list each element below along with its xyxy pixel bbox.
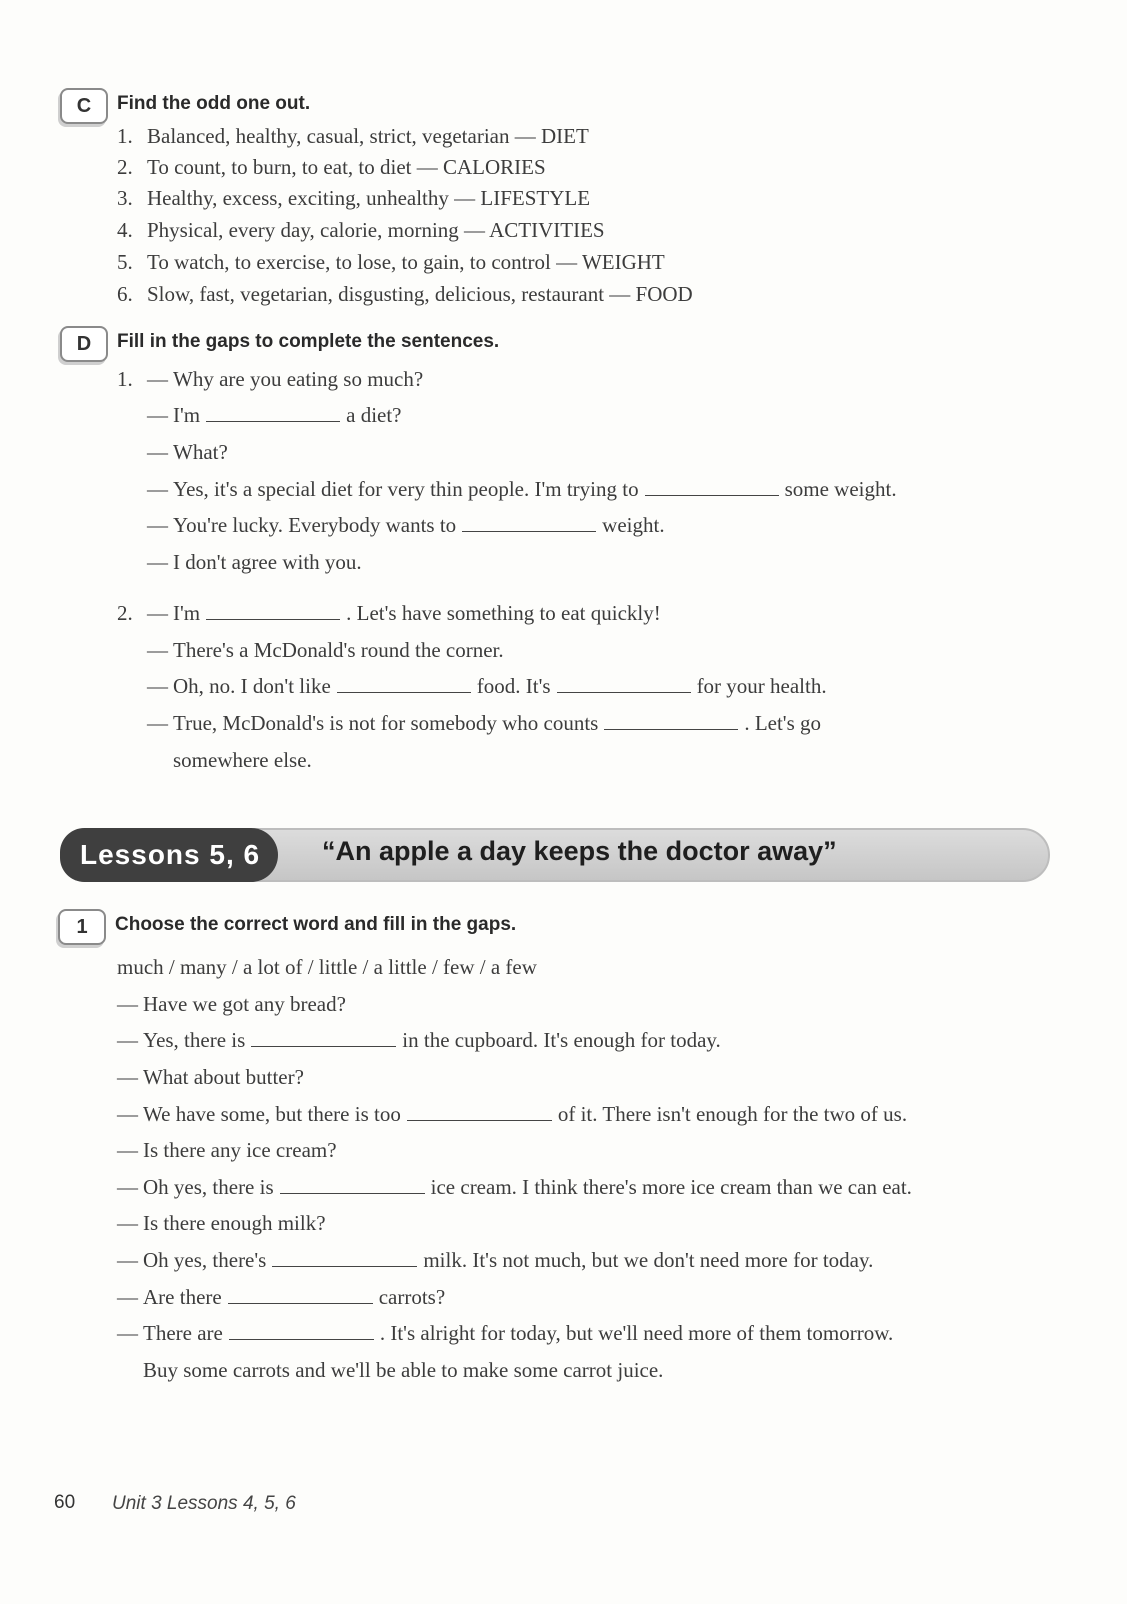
item-text: Balanced, healthy, casual, strict, vegetarian — DIET <box>147 124 589 148</box>
line-text: Is there enough milk? <box>143 1211 326 1235</box>
lesson-label: Lessons 5, 6 <box>60 828 278 882</box>
dialogue-line <box>147 674 827 699</box>
line-text: Yes, it's a special diet for very thin people. I'm trying to <box>173 477 639 501</box>
line-text: What? <box>173 440 228 464</box>
dash: — <box>147 550 168 574</box>
item-text: To count, to burn, to eat, to diet — CALORIES <box>147 155 546 179</box>
dialogue-line <box>117 367 423 392</box>
list-item <box>117 282 693 307</box>
answer-gap[interactable] <box>272 1248 417 1267</box>
dash: — <box>147 674 168 698</box>
dash: — <box>117 1138 138 1162</box>
line-text: . Let's go <box>744 711 822 735</box>
line-text: Yes, there is <box>143 1028 246 1052</box>
line-text: Have we got any bread? <box>143 992 346 1016</box>
dialogue-line <box>147 477 897 502</box>
line-text: There's a McDonald's round the corner. <box>173 638 504 662</box>
line-text: Oh yes, there is <box>143 1175 274 1199</box>
dialogue-line <box>117 1028 721 1053</box>
line-text: ice cream. I think there's more ice cream than we can eat. <box>430 1175 912 1199</box>
dash: — <box>147 711 168 735</box>
list-item <box>117 155 546 180</box>
answer-gap[interactable] <box>557 674 691 693</box>
section-d-instruction: Fill in the gaps to complete the sentences. <box>117 331 500 352</box>
section-d-badge: D <box>60 326 108 362</box>
dialogue-line <box>147 638 504 663</box>
page-number: 60 <box>54 1492 76 1513</box>
line-text: Is there any ice cream? <box>143 1138 337 1162</box>
dash: — <box>117 1102 138 1126</box>
list-item <box>117 218 605 243</box>
answer-gap[interactable] <box>280 1175 425 1194</box>
dash: — <box>147 440 168 464</box>
item-number: 2. <box>117 601 133 625</box>
line-text: for your health. <box>696 674 827 698</box>
list-item <box>117 250 665 275</box>
answer-gap[interactable] <box>407 1102 552 1121</box>
dialogue-line <box>147 513 665 538</box>
dash: — <box>117 1065 138 1089</box>
dash: — <box>117 1248 138 1272</box>
line-text: What about butter? <box>143 1065 304 1089</box>
line-text: We have some, but there is too <box>143 1102 401 1126</box>
line-text: weight. <box>602 513 665 537</box>
answer-gap[interactable] <box>251 1028 396 1047</box>
section-c-instruction: Find the odd one out. <box>117 93 311 114</box>
dash: — <box>117 1028 138 1052</box>
list-item <box>117 186 590 211</box>
dash: — <box>147 367 168 391</box>
answer-gap[interactable] <box>604 711 738 730</box>
line-text: Oh yes, there's <box>143 1248 267 1272</box>
answer-gap[interactable] <box>206 601 340 620</box>
line-text: I'm <box>173 601 201 625</box>
line-text: Are there <box>143 1285 222 1309</box>
dialogue-line <box>147 403 402 428</box>
lesson-title: “An apple a day keeps the doctor away” <box>322 836 837 866</box>
item-text: Healthy, excess, exciting, unhealthy — LIFESTYLE <box>147 186 591 210</box>
answer-gap[interactable] <box>337 674 471 693</box>
item-number: 4. <box>117 218 133 242</box>
dialogue-line <box>173 748 312 773</box>
line-text: You're lucky. Everybody wants to <box>173 513 457 537</box>
line-text: milk. It's not much, but we don't need more for today. <box>423 1248 874 1272</box>
item-number: 2. <box>117 155 133 179</box>
dash: — <box>147 477 168 501</box>
dialogue-line <box>143 1358 663 1383</box>
dash: — <box>147 403 168 427</box>
line-text: in the cupboard. It's enough for today. <box>402 1028 721 1052</box>
dialogue-line <box>147 440 228 465</box>
dash: — <box>117 1321 138 1345</box>
dash: — <box>117 1175 138 1199</box>
footer-unit-label: Unit 3 Lessons 4, 5, 6 <box>112 1493 296 1514</box>
item-number: 3. <box>117 186 133 210</box>
exercise-1-badge: 1 <box>58 909 106 945</box>
line-text: True, McDonald's is not for somebody who counts <box>173 711 599 735</box>
line-text: of it. There isn't enough for the two of us. <box>557 1102 908 1126</box>
line-text: Oh, no. I don't like <box>173 674 331 698</box>
item-text: Physical, every day, calorie, morning — ACTIVITIES <box>147 218 605 242</box>
word-bank: much / many / a lot of / little / a little / few / a few <box>117 955 537 979</box>
dash: — <box>117 1211 138 1235</box>
dialogue-line <box>117 1211 326 1236</box>
item-text: Slow, fast, vegetarian, disgusting, delicious, restaurant — FOOD <box>147 282 693 306</box>
dialogue-line <box>147 550 362 575</box>
dash: — <box>147 638 168 662</box>
dash: — <box>117 992 138 1016</box>
dialogue-line <box>117 1285 445 1310</box>
answer-gap[interactable] <box>645 477 779 496</box>
line-text: I don't agree with you. <box>173 550 362 574</box>
line-text: a diet? <box>346 403 402 427</box>
line-text: food. It's <box>476 674 551 698</box>
item-number: 5. <box>117 250 133 274</box>
line-text: Why are you eating so much? <box>173 367 424 391</box>
line-text: some weight. <box>784 477 897 501</box>
line-text: . It's alright for today, but we'll need more of them tomorrow. <box>379 1321 894 1345</box>
item-text: To watch, to exercise, to lose, to gain, to control — WEIGHT <box>147 250 665 274</box>
item-number: 6. <box>117 282 133 306</box>
dialogue-line <box>117 1175 912 1200</box>
line-text: There are <box>143 1321 223 1345</box>
answer-gap[interactable] <box>206 403 340 422</box>
dash: — <box>147 601 168 625</box>
line-text: carrots? <box>378 1285 446 1309</box>
answer-gap[interactable] <box>462 513 596 532</box>
dialogue-line <box>117 1065 304 1090</box>
item-number: 1. <box>117 367 133 391</box>
section-c-badge: C <box>60 88 108 124</box>
dialogue-line <box>117 1102 907 1127</box>
item-number: 1. <box>117 124 133 148</box>
answer-gap[interactable] <box>228 1285 373 1304</box>
dialogue-line <box>147 711 821 736</box>
dialogue-line <box>117 601 661 626</box>
dash: — <box>147 513 168 537</box>
line-text: . Let's have something to eat quickly! <box>346 601 661 625</box>
line-text: somewhere else. <box>173 748 312 772</box>
exercise-1-instruction: Choose the correct word and fill in the gaps. <box>115 914 517 935</box>
line-text: I'm <box>173 403 201 427</box>
list-item <box>117 124 589 149</box>
dash: — <box>117 1285 138 1309</box>
line-text: Buy some carrots and we'll be able to make some carrot juice. <box>143 1358 664 1382</box>
dialogue-line <box>117 1321 893 1346</box>
dialogue-line <box>117 1248 873 1273</box>
answer-gap[interactable] <box>229 1321 374 1340</box>
dialogue-line <box>117 1138 337 1163</box>
dialogue-line <box>117 992 346 1017</box>
